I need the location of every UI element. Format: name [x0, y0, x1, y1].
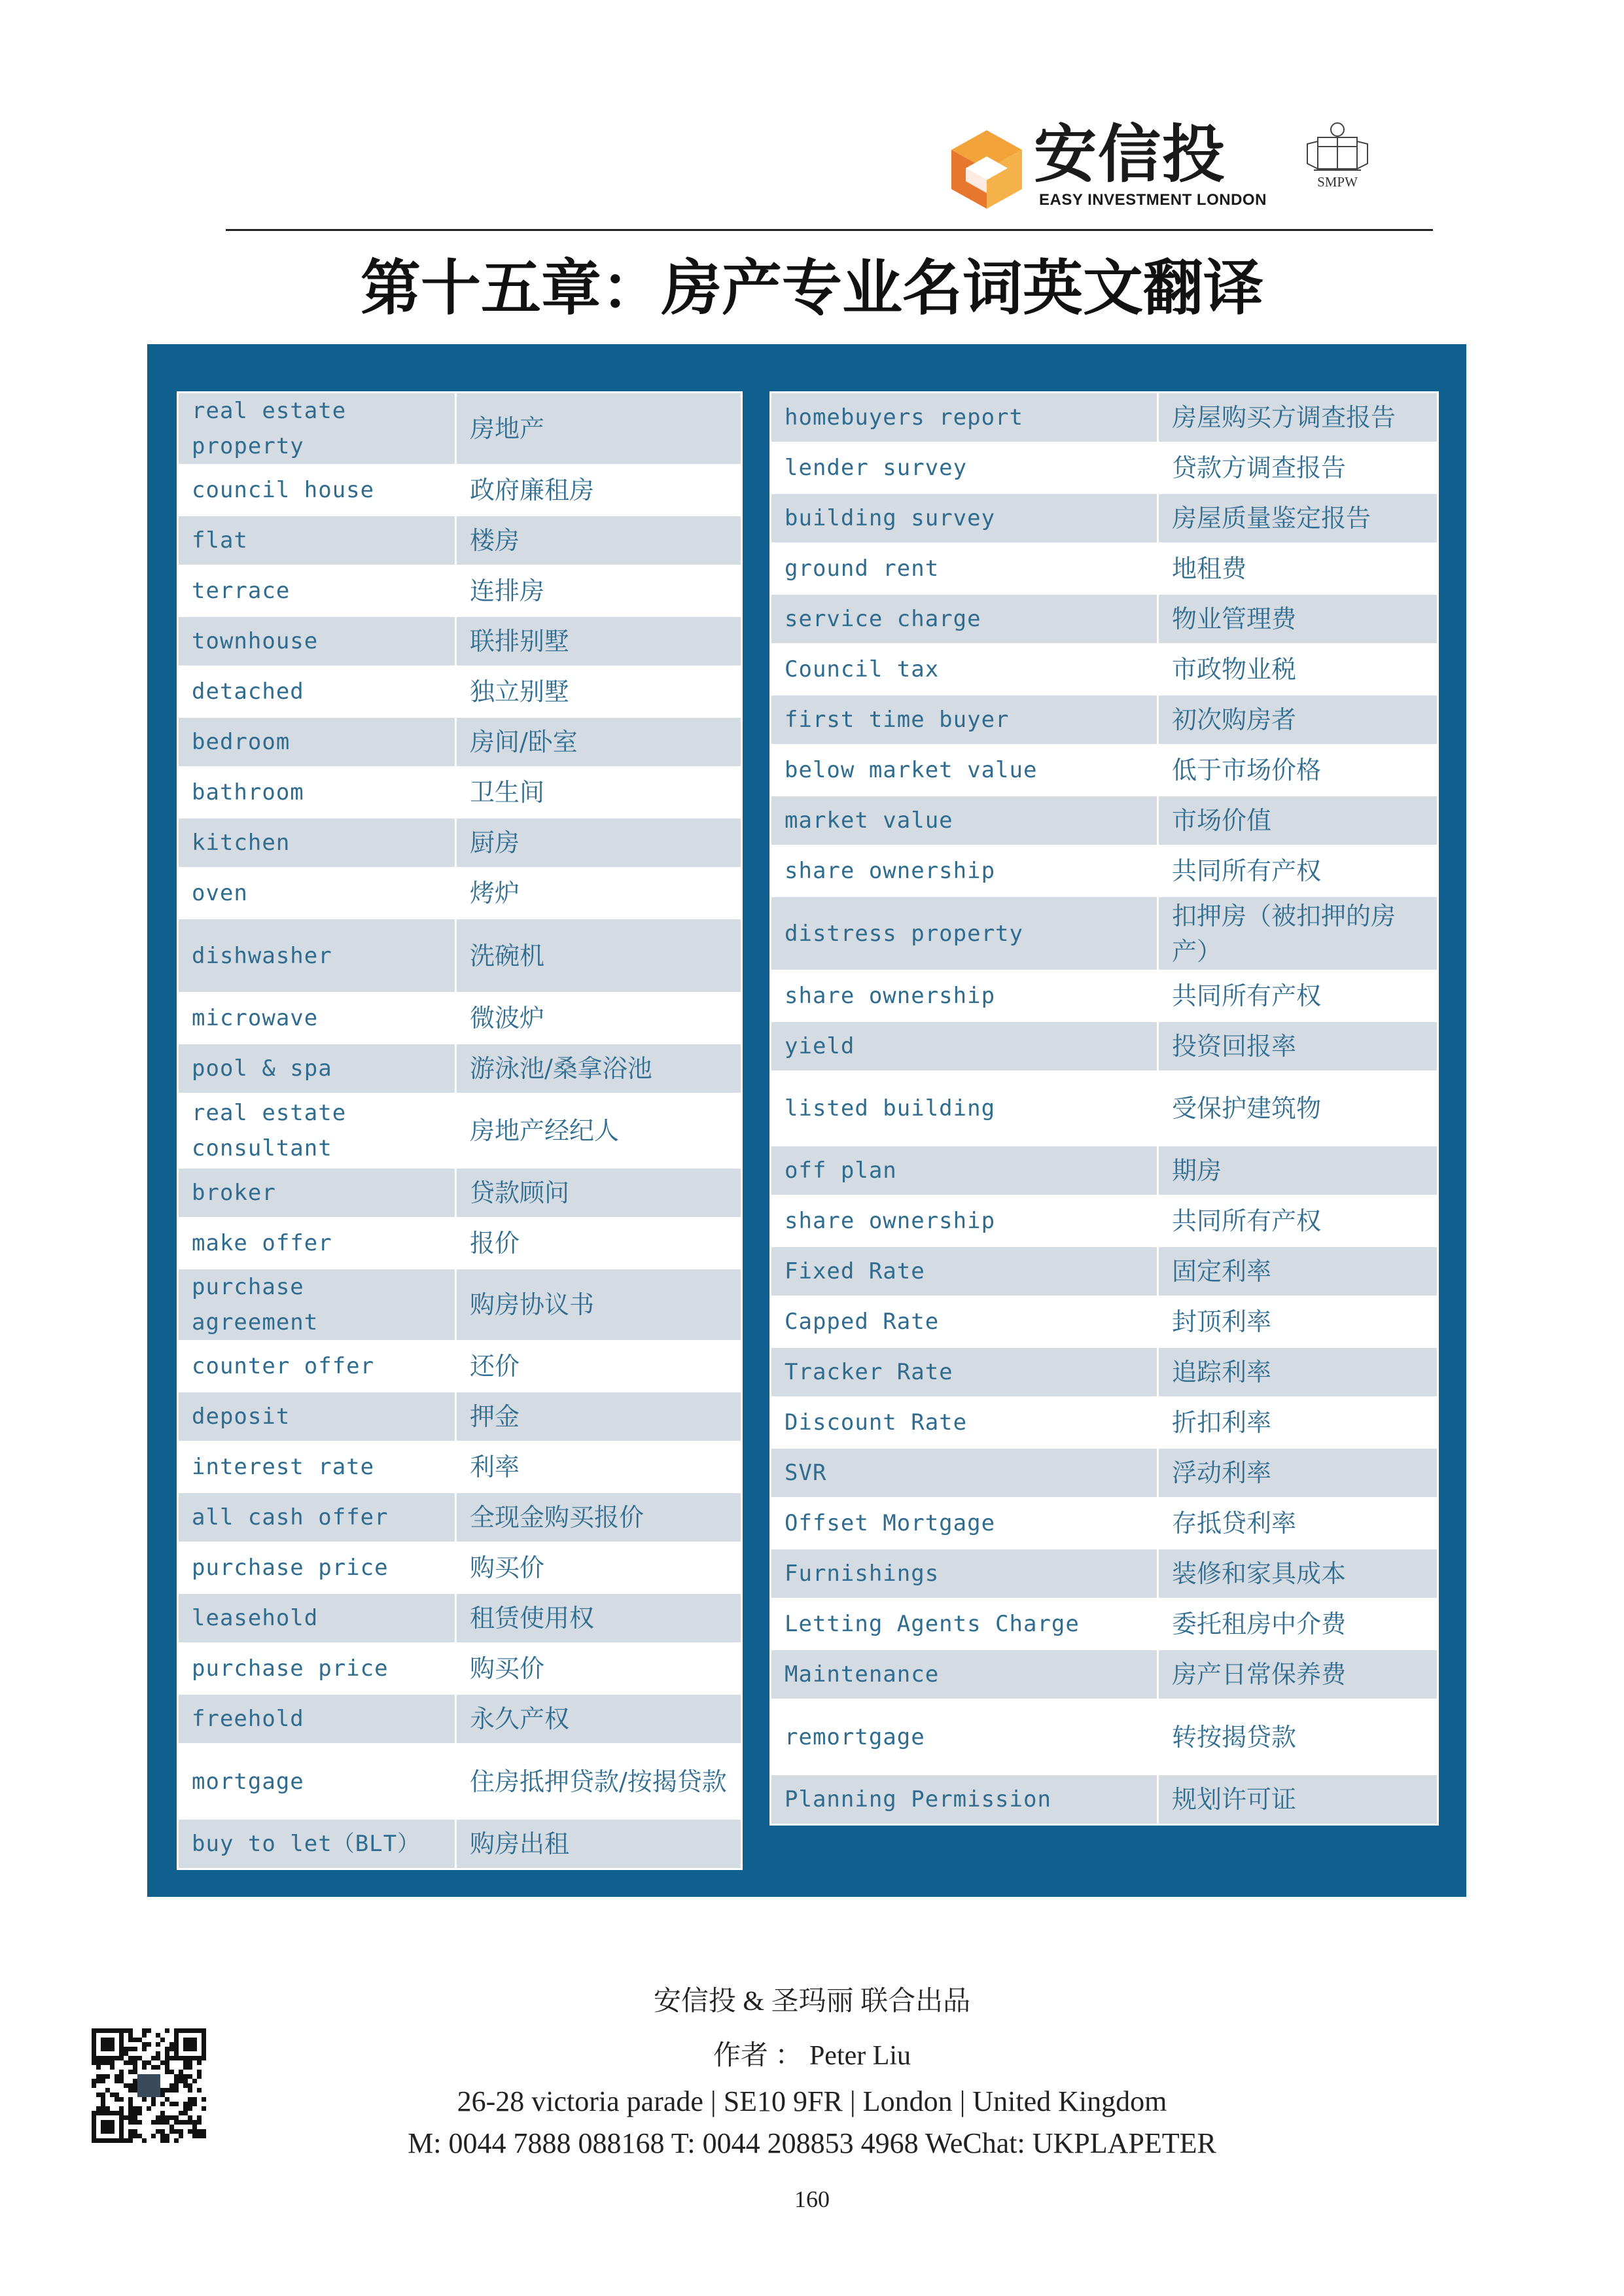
table-row	[178, 1543, 742, 1593]
term-english: bedroom	[178, 717, 456, 768]
term-chinese: 联排别墅	[456, 616, 742, 667]
table-row	[178, 1694, 742, 1744]
term-english: share ownership	[771, 1196, 1158, 1246]
table-row	[178, 393, 742, 465]
table-row	[771, 645, 1438, 695]
term-english: yield	[771, 1021, 1158, 1072]
term-english: purchase price	[178, 1543, 456, 1593]
term-chinese: 卫生间	[456, 768, 742, 818]
table-row	[178, 1593, 742, 1644]
term-english: flat	[178, 516, 456, 566]
term-chinese: 浮动利率	[1158, 1448, 1438, 1498]
term-english: Letting Agents Charge	[771, 1599, 1158, 1650]
term-english: all cash offer	[178, 1492, 456, 1543]
term-english: service charge	[771, 594, 1158, 645]
term-chinese: 低于市场价格	[1158, 745, 1438, 796]
logo-english-name: EASY INVESTMENT LONDON	[1039, 191, 1267, 209]
term-english: Discount Rate	[771, 1398, 1158, 1448]
table-row	[178, 768, 742, 818]
term-english: Capped Rate	[771, 1297, 1158, 1347]
term-chinese: 房地产经纪人	[456, 1094, 742, 1168]
footer-contact: M: 0044 7888 088168 T: 0044 208853 4968 WeChat: UKPLAPETER	[408, 2127, 1216, 2159]
table-row	[178, 1218, 742, 1269]
term-chinese: 烤炉	[456, 868, 742, 919]
smpw-label: SMPW	[1317, 174, 1358, 190]
term-chinese: 游泳池/桑拿浴池	[456, 1044, 742, 1094]
glossary-table-right	[769, 391, 1439, 1826]
term-chinese: 押金	[456, 1392, 742, 1442]
term-chinese: 利率	[456, 1442, 742, 1492]
term-english: purchase agreement	[178, 1269, 456, 1341]
table-row	[178, 717, 742, 768]
table-row	[771, 695, 1438, 745]
term-english: broker	[178, 1168, 456, 1218]
term-english: off plan	[771, 1146, 1158, 1196]
table-row	[178, 1341, 742, 1392]
table-row	[771, 544, 1438, 594]
table-row	[771, 1775, 1438, 1825]
term-chinese: 共同所有产权	[1158, 846, 1438, 896]
term-chinese: 规划许可证	[1158, 1775, 1438, 1825]
term-chinese: 投资回报率	[1158, 1021, 1438, 1072]
term-english: share ownership	[771, 971, 1158, 1021]
term-english: microwave	[178, 993, 456, 1044]
table-row	[178, 1644, 742, 1694]
term-english: townhouse	[178, 616, 456, 667]
table-row	[771, 1072, 1438, 1146]
term-chinese: 初次购房者	[1158, 695, 1438, 745]
footer-address: 26-28 victoria parade | SE10 9FR | London | United Kingdom	[457, 2085, 1167, 2117]
table-row	[178, 1744, 742, 1819]
term-chinese: 政府廉租房	[456, 465, 742, 516]
term-chinese: 厨房	[456, 818, 742, 868]
table-row	[771, 896, 1438, 971]
term-chinese: 连排房	[456, 566, 742, 616]
term-chinese: 受保护建筑物	[1158, 1072, 1438, 1146]
term-english: ground rent	[771, 544, 1158, 594]
term-chinese: 租赁使用权	[456, 1593, 742, 1644]
footer-author: 作者 ： Peter Liu	[713, 2041, 911, 2071]
term-english: SVR	[771, 1448, 1158, 1498]
term-english: council house	[178, 465, 456, 516]
qr-code-icon	[92, 2028, 206, 2143]
term-chinese: 房产日常保养费	[1158, 1650, 1438, 1700]
table-row	[771, 1196, 1438, 1246]
term-english: Tracker Rate	[771, 1347, 1158, 1398]
table-row	[771, 1448, 1438, 1498]
term-chinese: 住房抵押贷款/按揭贷款	[456, 1744, 742, 1819]
term-english: Planning Permission	[771, 1775, 1158, 1825]
term-chinese: 固定利率	[1158, 1246, 1438, 1297]
table-row	[178, 1269, 742, 1341]
term-english: terrace	[178, 566, 456, 616]
term-chinese: 贷款顾问	[456, 1168, 742, 1218]
term-english: dishwasher	[178, 919, 456, 993]
term-english: listed building	[771, 1072, 1158, 1146]
table-row	[771, 796, 1438, 846]
table-row	[178, 868, 742, 919]
term-english: oven	[178, 868, 456, 919]
term-chinese: 共同所有产权	[1158, 971, 1438, 1021]
table-row	[771, 1347, 1438, 1398]
term-english: kitchen	[178, 818, 456, 868]
table-row	[178, 818, 742, 868]
term-english: Maintenance	[771, 1650, 1158, 1700]
term-chinese: 购房协议书	[456, 1269, 742, 1341]
table-row	[178, 993, 742, 1044]
term-english: below market value	[771, 745, 1158, 796]
table-row	[771, 1549, 1438, 1599]
term-english: deposit	[178, 1392, 456, 1442]
table-row	[178, 1094, 742, 1168]
term-english: remortgage	[771, 1700, 1158, 1775]
table-row	[178, 566, 742, 616]
term-chinese: 全现金购买报价	[456, 1492, 742, 1543]
logo-chinese-name: 安信投	[1034, 118, 1226, 191]
term-chinese: 购房出租	[456, 1819, 742, 1869]
table-row	[771, 1297, 1438, 1347]
term-chinese: 地租费	[1158, 544, 1438, 594]
glossary-table-left	[177, 391, 743, 1870]
table-row	[771, 1021, 1438, 1072]
term-chinese: 共同所有产权	[1158, 1196, 1438, 1246]
term-english: make offer	[178, 1218, 456, 1269]
table-row	[178, 667, 742, 717]
table-row	[178, 1442, 742, 1492]
term-chinese: 永久产权	[456, 1694, 742, 1744]
term-english: real estate consultant	[178, 1094, 456, 1168]
term-english: leasehold	[178, 1593, 456, 1644]
term-chinese: 市政物业税	[1158, 645, 1438, 695]
term-english: purchase price	[178, 1644, 456, 1694]
term-chinese: 独立别墅	[456, 667, 742, 717]
term-chinese: 房屋购买方调查报告	[1158, 393, 1438, 443]
easy-investment-logo	[947, 118, 1267, 216]
table-row	[178, 516, 742, 566]
table-row	[771, 1246, 1438, 1297]
table-row	[771, 1599, 1438, 1650]
term-chinese: 物业管理费	[1158, 594, 1438, 645]
term-chinese: 贷款方调查报告	[1158, 443, 1438, 493]
table-row	[178, 1044, 742, 1094]
smpw-crest-icon	[1301, 118, 1374, 208]
term-chinese: 期房	[1158, 1146, 1438, 1196]
term-english: buy to let（BLT）	[178, 1819, 456, 1869]
term-chinese: 转按揭贷款	[1158, 1700, 1438, 1775]
term-chinese: 购买价	[456, 1644, 742, 1694]
table-row	[178, 1819, 742, 1869]
term-english: Fixed Rate	[771, 1246, 1158, 1297]
term-chinese: 装修和家具成本	[1158, 1549, 1438, 1599]
term-chinese: 还价	[456, 1341, 742, 1392]
table-row	[771, 393, 1438, 443]
table-row	[771, 1398, 1438, 1448]
term-english: share ownership	[771, 846, 1158, 896]
table-row	[178, 1168, 742, 1218]
table-row	[771, 745, 1438, 796]
header-divider	[226, 229, 1433, 231]
table-row	[771, 443, 1438, 493]
term-english: building survey	[771, 493, 1158, 544]
term-chinese: 洗碗机	[456, 919, 742, 993]
term-chinese: 追踪利率	[1158, 1347, 1438, 1398]
table-row	[771, 1700, 1438, 1775]
table-row	[178, 616, 742, 667]
table-row	[178, 919, 742, 993]
cube-logo-icon	[947, 128, 1026, 211]
term-english: pool & spa	[178, 1044, 456, 1094]
term-english: market value	[771, 796, 1158, 846]
term-english: Offset Mortgage	[771, 1498, 1158, 1549]
term-chinese: 购买价	[456, 1543, 742, 1593]
term-english: detached	[178, 667, 456, 717]
page-number: 160	[794, 2186, 830, 2212]
term-chinese: 楼房	[456, 516, 742, 566]
term-chinese: 微波炉	[456, 993, 742, 1044]
term-english: first time buyer	[771, 695, 1158, 745]
table-row	[771, 1146, 1438, 1196]
term-english: interest rate	[178, 1442, 456, 1492]
chapter-title: 第十五章：房产专业名词英文翻译	[360, 253, 1263, 323]
footer-credit: 安信投 & 圣玛丽 联合出品	[653, 1987, 971, 2017]
term-english: bathroom	[178, 768, 456, 818]
term-english: counter offer	[178, 1341, 456, 1392]
term-english: Furnishings	[771, 1549, 1158, 1599]
table-row	[771, 493, 1438, 544]
term-chinese: 房地产	[456, 393, 742, 465]
term-chinese: 报价	[456, 1218, 742, 1269]
table-row	[771, 1650, 1438, 1700]
term-chinese: 封顶利率	[1158, 1297, 1438, 1347]
table-row	[178, 1392, 742, 1442]
term-chinese: 房屋质量鉴定报告	[1158, 493, 1438, 544]
term-english: real estate property	[178, 393, 456, 465]
term-english: homebuyers report	[771, 393, 1158, 443]
term-english: freehold	[178, 1694, 456, 1744]
table-row	[178, 465, 742, 516]
term-english: mortgage	[178, 1744, 456, 1819]
term-english: distress property	[771, 896, 1158, 971]
term-chinese: 扣押房（被扣押的房产）	[1158, 896, 1438, 971]
table-row	[771, 846, 1438, 896]
table-row	[771, 1498, 1438, 1549]
term-english: Council tax	[771, 645, 1158, 695]
term-english: lender survey	[771, 443, 1158, 493]
term-chinese: 房间/卧室	[456, 717, 742, 768]
term-chinese: 委托租房中介费	[1158, 1599, 1438, 1650]
table-row	[771, 971, 1438, 1021]
table-row	[771, 594, 1438, 645]
term-chinese: 存抵贷利率	[1158, 1498, 1438, 1549]
table-row	[178, 1492, 742, 1543]
term-chinese: 折扣利率	[1158, 1398, 1438, 1448]
term-chinese: 市场价值	[1158, 796, 1438, 846]
